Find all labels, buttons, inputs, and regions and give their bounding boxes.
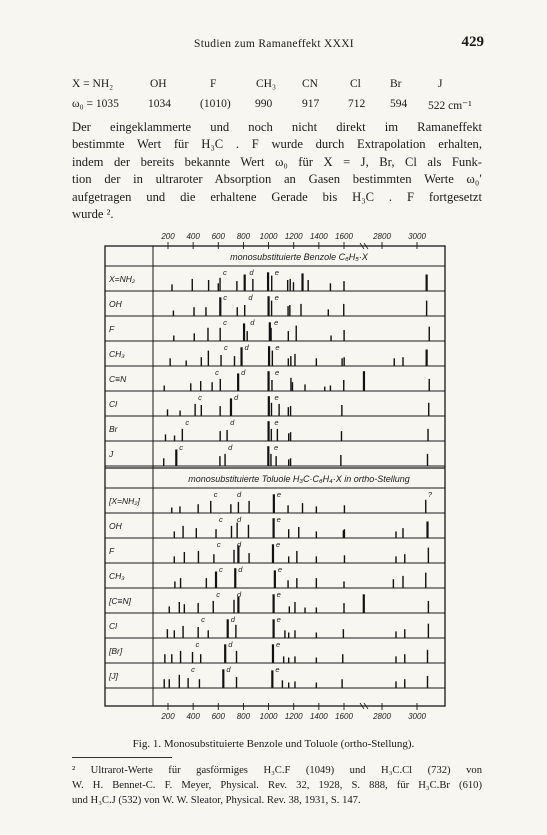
band-mark-label: c [219, 515, 223, 524]
axis-tick-label-top: 3000 [408, 232, 426, 241]
axis-tick-label-bottom: 800 [236, 712, 251, 721]
footnote-line: ² Ultrarot-Werte für gasförmiges H₃C.F (1049) und H₃C.Cl (732) von [72, 765, 482, 776]
axis-tick-label-top: 600 [211, 232, 225, 241]
band-mark-label: e [274, 268, 279, 277]
footnote-line: W. H. Bennet-C. F. Meyer, Physical. Rev. 32, 1928, S. 888, für H₃C.Br (610) [72, 780, 482, 791]
paragraph-line: Der eingeklammerte und noch nicht direkt im Ramaneffekt [72, 120, 482, 134]
band-mark-label: e [276, 615, 281, 624]
axis-tick-label-top: 1600 [335, 232, 353, 241]
band-mark-label: e [277, 565, 283, 574]
substituent-row [72, 78, 482, 94]
band-mark-label: e [275, 640, 281, 649]
band-mark-label: d [250, 318, 255, 327]
axis-tick-label-top: 400 [186, 232, 200, 241]
band-mark-label: c [224, 343, 228, 352]
table-cell: 990 [255, 98, 273, 110]
band-mark-label: c [201, 615, 205, 624]
axis-tick-label-top: 2800 [373, 232, 391, 241]
axis-tick-label-bottom: 200 [161, 712, 175, 721]
table-cell: F [210, 78, 217, 90]
running-title: Studien zum Ramaneffekt XXXI [194, 38, 354, 50]
page-header [64, 34, 484, 52]
row-label: CH₃ [109, 349, 125, 359]
band-mark-label: c [215, 368, 219, 377]
row-label: [Br] [109, 646, 123, 656]
band-mark-label: d [244, 343, 249, 352]
row-label: [X=NH₂] [109, 496, 140, 506]
axis-tick-label-bottom: 1000 [259, 712, 278, 721]
band-mark-label: d [226, 665, 231, 674]
row-label: C≡N [109, 374, 127, 384]
axis-tick-label-bottom: 1600 [335, 712, 353, 721]
band-mark-label: e [274, 293, 279, 302]
table-cell: Cl [350, 78, 361, 90]
omega-row [72, 98, 482, 114]
footnote [72, 763, 482, 808]
band-mark-label: c [223, 318, 227, 327]
table-cell: CH₃ [256, 78, 276, 90]
axis-tick-label-top: 1400 [309, 232, 328, 241]
axis-tick-label-bottom: 2800 [373, 712, 391, 721]
row-label: F [109, 546, 115, 556]
page-number: 429 [461, 34, 484, 50]
row-label: F [109, 324, 115, 334]
band-mark-label: c [216, 540, 221, 549]
row-label: OH [109, 521, 122, 531]
band-mark-label: e [274, 318, 279, 327]
axis-tick-label-top: 1000 [259, 232, 278, 241]
axis-tick-label-top: 1200 [284, 232, 303, 241]
paragraph-line: tion der in ultraroter Absorption an Gasen bestimmten Werte ω₀′ [72, 172, 482, 187]
band-mark-label: c [195, 640, 200, 649]
band-mark-label: d [248, 293, 253, 302]
axis-tick-label-top: 800 [236, 232, 251, 241]
table-cell: 917 [302, 98, 320, 110]
band-mark-label: d [237, 490, 242, 499]
body-paragraph [72, 119, 482, 223]
axis-tick-label-bottom: 3000 [408, 712, 426, 721]
paragraph-line: bestimmte Wert für H₃C . F wurde durch Extrapolation erhalten, [72, 137, 482, 152]
band-mark-label: d [237, 515, 242, 524]
footnote-rule [72, 757, 172, 758]
band-mark-label: d [230, 615, 235, 624]
band-mark-label: c [223, 268, 227, 277]
band-mark-label: e [276, 590, 281, 599]
raman-spectra-figure [80, 228, 458, 734]
band-mark-label: e [276, 490, 282, 499]
band-mark-label: d [241, 368, 246, 377]
band-mark-label: c [216, 590, 221, 599]
panel-title: monosubstituierte Toluole H₃C·C₆H₄·X in ortho-Stellung [188, 474, 410, 484]
band-mark-label: e [274, 393, 279, 402]
paragraph-line: indem der bereits bekannte Wert ω₀ für X = J, Br, Cl als Funk- [72, 154, 482, 169]
axis-tick-label-bottom: 400 [186, 712, 200, 721]
axis-tick-label-bottom: 600 [211, 712, 225, 721]
band-mark-label: c [219, 565, 223, 574]
band-mark-label: e [274, 418, 279, 427]
band-mark-label: e [276, 515, 281, 524]
band-mark-label: c [191, 665, 195, 674]
band-mark-label: c [185, 418, 190, 427]
panel-title: monosubstituierte Benzole C₆H₅·X [230, 252, 368, 262]
row-label: Cl [109, 399, 118, 409]
table-cell: 712 [348, 98, 366, 110]
band-mark-label: d [233, 393, 239, 402]
row-label: [C≡N] [109, 596, 131, 606]
row-label: [J] [109, 671, 118, 681]
table-cell: 1034 [148, 98, 171, 110]
table-cell: Br [390, 78, 402, 90]
footnote-line: und H₃C.J (532) von W. W. Sleator, Physical. Rev. 38, 1931, S. 147. [72, 795, 361, 806]
band-mark-label: d [228, 443, 233, 452]
table-cell: (1010) [200, 98, 231, 110]
row-label: J [109, 449, 114, 459]
table-cell: ω₀ = 1035 [72, 98, 119, 110]
row-label: X=NH₂ [109, 274, 136, 284]
axis-tick-label-bottom: 1200 [284, 712, 303, 721]
figure-caption: Fig. 1. Monosubstituierte Benzole und Toluole (ortho-Stellung). [132, 738, 415, 750]
band-mark-label: d [238, 565, 243, 574]
axis-tick-label-bottom: 1400 [309, 712, 328, 721]
row-label: Br [109, 424, 118, 434]
band-mark-label: c [198, 393, 202, 402]
band-mark-label: c [179, 443, 184, 452]
band-mark-label: e [275, 343, 280, 352]
row-label: CH₃ [109, 571, 125, 581]
band-mark-label: c [213, 490, 218, 499]
table-cell: 594 [390, 98, 408, 110]
band-mark-label: e [274, 368, 280, 377]
band-mark-label: d [228, 640, 233, 649]
band-mark-label: e [275, 665, 280, 674]
band-mark-label: c [223, 293, 228, 302]
band-mark-label: d [230, 418, 235, 427]
table-cell: 522 cm⁻¹ [428, 100, 472, 112]
axis-tick-label-top: 200 [161, 232, 175, 241]
table-cell: X = NH₂ [72, 78, 114, 90]
table-cell: CN [302, 78, 318, 90]
band-mark-label: d [249, 268, 254, 277]
band-mark-label: e [273, 443, 279, 452]
band-mark-label: ? [427, 490, 433, 499]
band-mark-label: d [237, 540, 242, 549]
paragraph-line: wurde ². [72, 207, 114, 222]
table-cell: OH [150, 78, 167, 90]
row-label: Cl [109, 621, 118, 631]
table-cell: J [438, 78, 443, 90]
band-mark-label: e [275, 540, 281, 549]
row-label: OH [109, 299, 122, 309]
paragraph-line: aufgetragen und die erhaltene Gerade bis H₃C . F fortgesetzt [72, 189, 482, 204]
band-mark-label: d [237, 590, 242, 599]
